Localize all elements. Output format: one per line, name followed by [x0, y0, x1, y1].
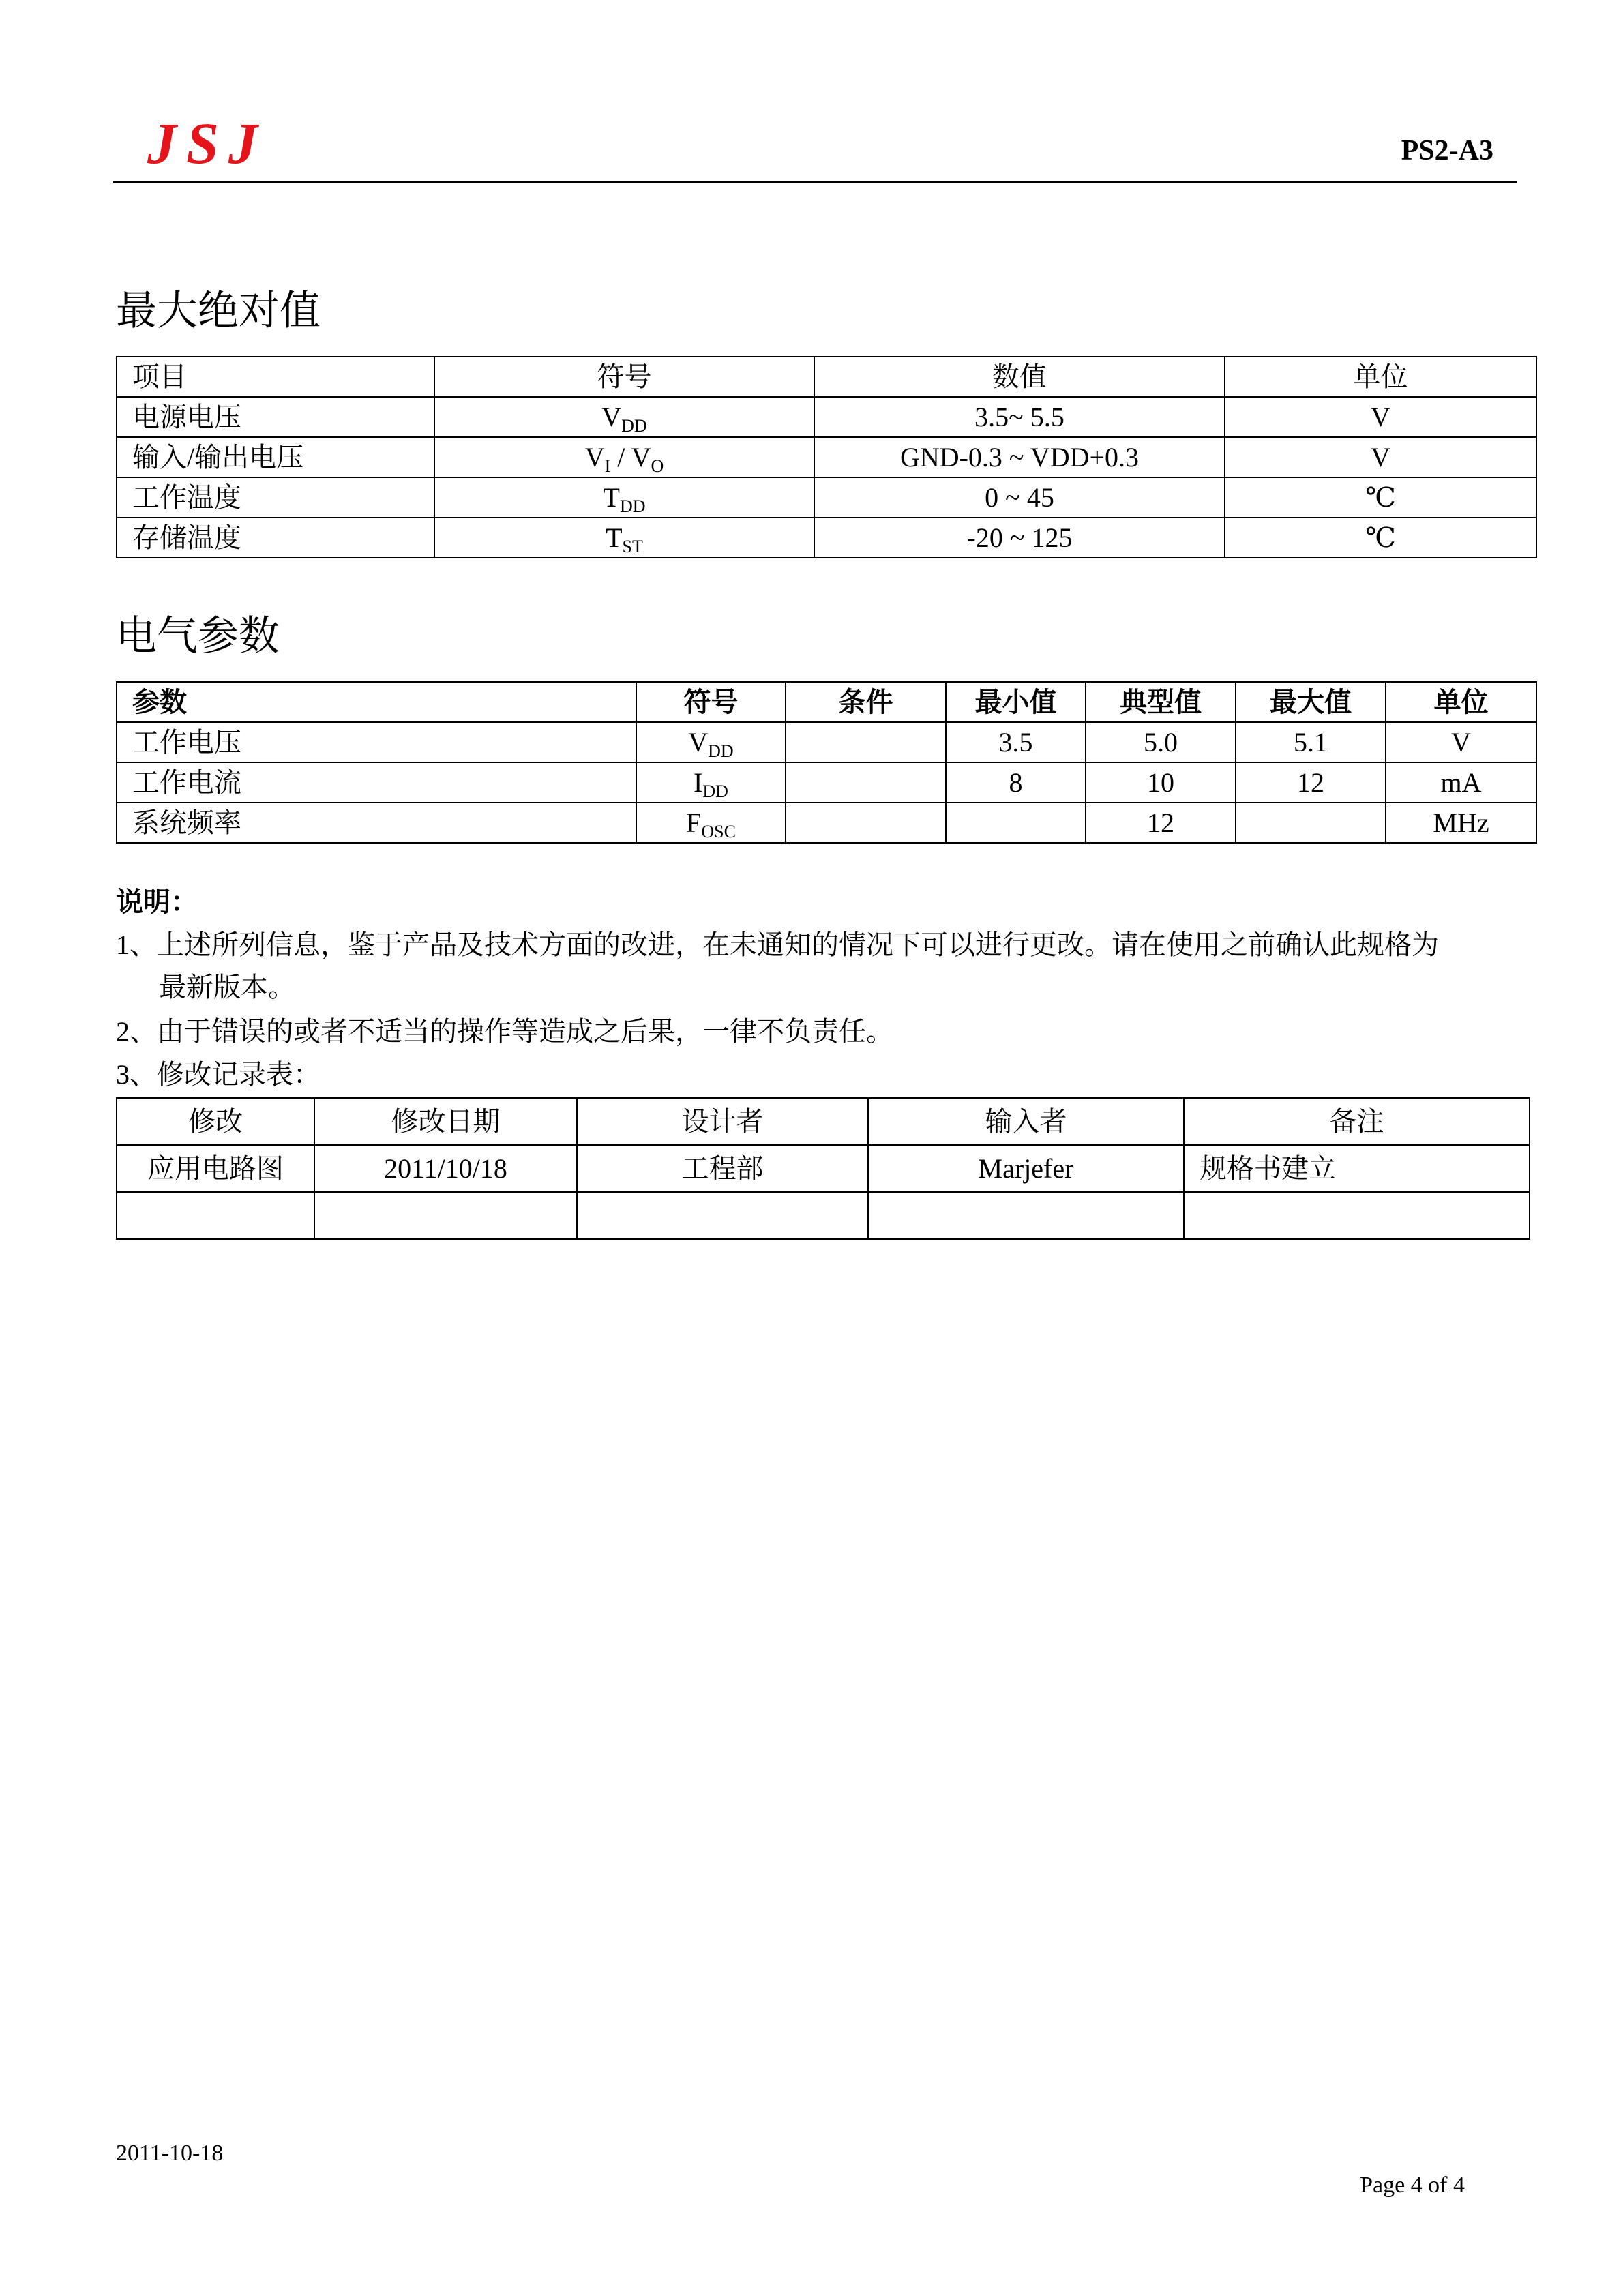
value: GND-0.3 ~ VDD+0.3: [814, 437, 1225, 477]
note-item-3: 3、修改记录表：: [116, 1059, 321, 1090]
note-item-1-continued: 最新版本。: [159, 972, 295, 1002]
unit: V: [1386, 722, 1536, 762]
revision-designer: [577, 1192, 868, 1239]
table-header-row: [117, 357, 1536, 397]
column-header: 输入者: [868, 1098, 1184, 1145]
table-row: [117, 1145, 1530, 1192]
footer-date: 2011-10-18: [116, 2141, 224, 2166]
column-header: 最小值: [946, 682, 1086, 722]
symbol: [434, 437, 814, 477]
column-header: 单位: [1386, 682, 1536, 722]
typ-value: 5.0: [1086, 722, 1236, 762]
electrical-params-table: [116, 681, 1537, 844]
column-header: 项目: [117, 357, 434, 397]
param-name: 输入/输出电压: [117, 437, 434, 477]
revision-inputter: [868, 1192, 1184, 1239]
param-name: 系统频率: [117, 803, 636, 843]
table-header-row: [117, 682, 1536, 722]
header-divider: [113, 181, 1517, 183]
symbol-subscript: ST: [622, 536, 643, 556]
symbol: [636, 803, 786, 843]
table-row: [117, 762, 1536, 803]
company-logo: JSJ: [147, 110, 267, 176]
revision-table: [116, 1097, 1530, 1240]
symbol-separator: /: [610, 441, 631, 473]
value: 3.5~ 5.5: [814, 397, 1225, 437]
revision-inputter: Marjefer: [868, 1145, 1184, 1192]
revision-item: [117, 1192, 314, 1239]
condition: [786, 722, 946, 762]
symbol-main: V: [688, 726, 709, 758]
unit: ℃: [1225, 518, 1536, 558]
absolute-max-table: [116, 356, 1537, 558]
value: -20 ~ 125: [814, 518, 1225, 558]
symbol: [434, 518, 814, 558]
column-header: 单位: [1225, 357, 1536, 397]
unit: ℃: [1225, 477, 1536, 518]
symbol-subscript: OSC: [701, 821, 736, 841]
param-name: 存储温度: [117, 518, 434, 558]
symbol-subscript: DD: [619, 496, 646, 516]
column-header: 最大值: [1236, 682, 1386, 722]
section-title-electrical: 电气参数: [116, 614, 280, 659]
revision-item: 应用电路图: [117, 1145, 314, 1192]
column-header: 数值: [814, 357, 1225, 397]
table-row: [117, 397, 1536, 437]
param-name: 电源电压: [117, 397, 434, 437]
revision-date: [314, 1192, 577, 1239]
table-row: [117, 477, 1536, 518]
max-value: 5.1: [1236, 722, 1386, 762]
unit: V: [1225, 397, 1536, 437]
revision-remark: 规格书建立: [1184, 1145, 1530, 1192]
condition: [786, 803, 946, 843]
column-header: 条件: [786, 682, 946, 722]
symbol-main: I: [694, 766, 703, 798]
table-row: [117, 1192, 1530, 1239]
symbol-subscript-2: O: [651, 456, 664, 476]
column-header: 修改日期: [314, 1098, 577, 1145]
column-header: 符号: [434, 357, 814, 397]
symbol-main-2: V: [631, 441, 651, 473]
column-header: 设计者: [577, 1098, 868, 1145]
page-number: Page 4 of 4: [1360, 2173, 1465, 2198]
revision-date: 2011/10/18: [314, 1145, 577, 1192]
part-number: PS2-A3: [1401, 135, 1493, 166]
symbol: [636, 722, 786, 762]
param-name: 工作电压: [117, 722, 636, 762]
symbol-main: T: [606, 522, 623, 553]
condition: [786, 762, 946, 803]
unit: V: [1225, 437, 1536, 477]
note-item-1: 1、上述所列信息，鉴于产品及技术方面的改进，在未通知的情况下可以进行更改。请在使用之前确认此规格为: [116, 929, 1439, 960]
symbol: [434, 477, 814, 518]
symbol-main: V: [584, 441, 605, 473]
unit: mA: [1386, 762, 1536, 803]
symbol-main: F: [686, 807, 702, 838]
min-value: 3.5: [946, 722, 1086, 762]
symbol-main: V: [601, 401, 622, 432]
typ-value: 10: [1086, 762, 1236, 803]
symbol-subscript: DD: [708, 741, 734, 761]
section-title-absolute-max: 最大绝对值: [116, 288, 321, 333]
table-header-row: [117, 1098, 1530, 1145]
symbol-subscript: DD: [621, 415, 647, 436]
value: 0 ~ 45: [814, 477, 1225, 518]
column-header: 典型值: [1086, 682, 1236, 722]
symbol-subscript: I: [604, 456, 611, 476]
typ-value: 12: [1086, 803, 1236, 843]
column-header: 符号: [636, 682, 786, 722]
notes-title: 说明：: [116, 886, 198, 917]
table-row: [117, 518, 1536, 558]
revision-designer: 工程部: [577, 1145, 868, 1192]
table-row: [117, 722, 1536, 762]
column-header: 参数: [117, 682, 636, 722]
max-value: [1236, 803, 1386, 843]
table-row: [117, 437, 1536, 477]
table-row: [117, 803, 1536, 843]
max-value: 12: [1236, 762, 1386, 803]
symbol-main: T: [603, 481, 620, 513]
column-header: 备注: [1184, 1098, 1530, 1145]
note-item-2: 2、由于错误的或者不适当的操作等造成之后果，一律不负责任。: [116, 1016, 893, 1047]
min-value: [946, 803, 1086, 843]
symbol: [636, 762, 786, 803]
min-value: 8: [946, 762, 1086, 803]
param-name: 工作电流: [117, 762, 636, 803]
symbol: [434, 397, 814, 437]
column-header: 修改: [117, 1098, 314, 1145]
revision-remark: [1184, 1192, 1530, 1239]
unit: MHz: [1386, 803, 1536, 843]
symbol-subscript: DD: [702, 781, 728, 801]
param-name: 工作温度: [117, 477, 434, 518]
